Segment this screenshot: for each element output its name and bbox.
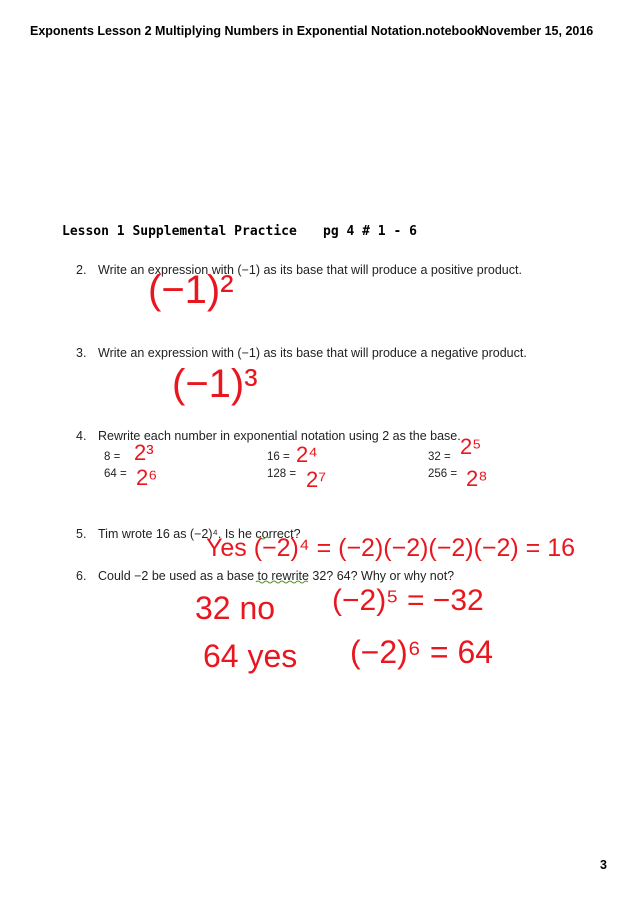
handwritten-answer-q4: 2³: [134, 440, 154, 465]
q4-item: 8 =: [104, 451, 121, 463]
q4-item: 128 =: [267, 468, 297, 480]
handwritten-answer-q2: (−1)²: [148, 268, 234, 312]
page-reference: pg 4 # 1 - 6: [323, 224, 417, 239]
question-text: Tim wrote 16 as (−2)⁴. Is he correct?: [98, 527, 301, 541]
q4-item: 16 =: [267, 451, 290, 463]
notebook-title: Exponents Lesson 2 Multiplying Numbers in Exponential Notation.notebook: [30, 24, 482, 38]
handwritten-answer-q4: 2⁸: [466, 466, 488, 491]
question-number: 4.: [76, 429, 87, 443]
question-number: 3.: [76, 346, 87, 360]
handwritten-answer-q3: (−1)³: [172, 362, 258, 406]
question-text: Write an expression with (−1) as its base that will produce a positive product.: [98, 263, 522, 277]
page-number: 3: [600, 858, 607, 872]
q4-item: 64 =: [104, 468, 127, 480]
question-number: 5.: [76, 527, 87, 541]
notebook-date: November 15, 2016: [480, 24, 594, 38]
handwritten-answer-q4: 2⁴: [296, 442, 318, 467]
question-number: 2.: [76, 263, 87, 277]
lesson-heading: Lesson 1 Supplemental Practice: [62, 224, 297, 239]
handwritten-answer-q6-32: 32 no: [195, 590, 276, 626]
handwritten-work-q6-64: (−2)⁶ = 64: [350, 634, 494, 670]
handwritten-work-q6-32: (−2)⁵ = −32: [332, 584, 484, 617]
question-text: Could −2 be used as a base to rewrite 32? 64? Why or why not?: [98, 569, 455, 583]
question-text: Rewrite each number in exponential notation using 2 as the base.: [98, 429, 461, 443]
handwritten-answer-q4: 2⁵: [460, 434, 482, 459]
q4-item: 32 =: [428, 451, 451, 463]
q4-item: 256 =: [428, 468, 458, 480]
handwritten-answer-q4: 2⁶: [136, 465, 158, 490]
handwritten-answer-q4: 2⁷: [306, 467, 327, 492]
question-text: Write an expression with (−1) as its base that will produce a negative product.: [98, 346, 527, 360]
handwritten-answer-q6-64: 64 yes: [203, 638, 298, 674]
question-number: 6.: [76, 569, 87, 583]
handwritten-answer-q5: Yes (−2)⁴ = (−2)(−2)(−2)(−2) = 16: [206, 534, 576, 562]
